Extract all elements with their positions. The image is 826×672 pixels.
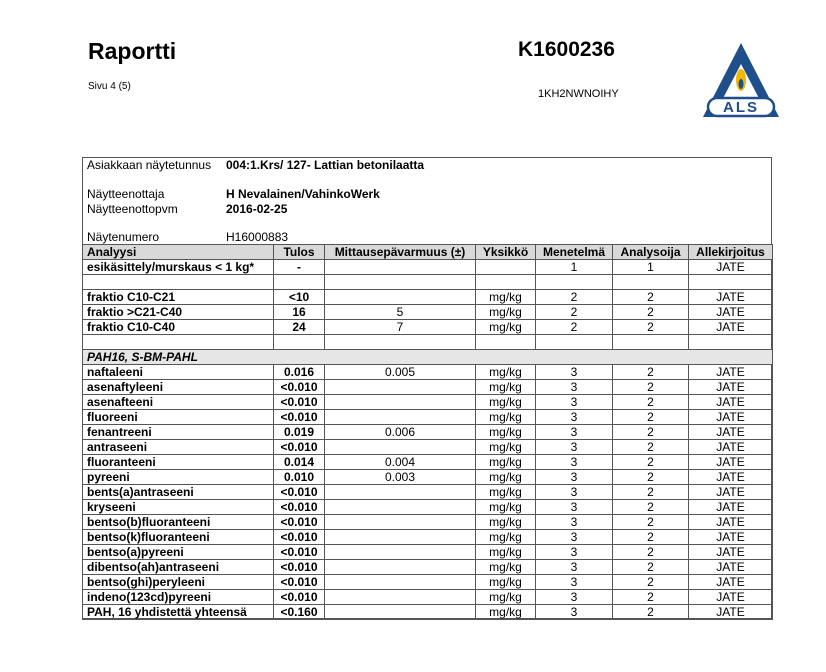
result-cell: 0.014: [274, 455, 325, 470]
sample-number-value: H16000883: [226, 230, 289, 244]
method-cell: 3: [536, 440, 613, 455]
uncertainty-cell: 0.004: [325, 455, 476, 470]
uncertainty-cell: [325, 575, 476, 590]
method-cell: 3: [536, 470, 613, 485]
result-cell: <10: [274, 290, 325, 305]
unit-cell: mg/kg: [476, 440, 536, 455]
uncertainty-cell: [325, 275, 476, 290]
method-cell: 3: [536, 590, 613, 605]
column-header: Allekirjoitus: [689, 245, 773, 260]
signature-cell: JATE: [689, 500, 773, 515]
column-header: Tulos: [274, 245, 325, 260]
table-row: [83, 470, 773, 485]
uncertainty-cell: [325, 410, 476, 425]
blank-row: [83, 275, 773, 290]
analysis-cell: PAH, 16 yhdistettä yhteensä: [83, 605, 274, 620]
uncertainty-cell: 5: [325, 305, 476, 320]
column-header: Menetelmä: [536, 245, 613, 260]
table-row: [83, 320, 773, 335]
analyst-cell: 2: [613, 290, 689, 305]
analysis-cell: bents(a)antraseeni: [83, 485, 274, 500]
uncertainty-cell: [325, 590, 476, 605]
report-code: 1KH2NWNOIHY: [538, 88, 619, 100]
analysis-cell: fraktio C10-C21: [83, 290, 274, 305]
uncertainty-cell: 0.005: [325, 365, 476, 380]
analyst-cell: 2: [613, 395, 689, 410]
unit-cell: mg/kg: [476, 395, 536, 410]
signature-cell: JATE: [689, 320, 773, 335]
table-header-row: [83, 245, 773, 260]
column-header: Yksikkö: [476, 245, 536, 260]
analyst-cell: [613, 275, 689, 290]
method-cell: 3: [536, 410, 613, 425]
uncertainty-cell: [325, 260, 476, 275]
uncertainty-cell: [325, 485, 476, 500]
uncertainty-cell: [325, 500, 476, 515]
result-cell: <0.010: [274, 440, 325, 455]
result-cell: <0.010: [274, 590, 325, 605]
signature-cell: JATE: [689, 425, 773, 440]
analyst-cell: 2: [613, 320, 689, 335]
table-row: [83, 545, 773, 560]
sampling-date-value: 2016-02-25: [226, 202, 288, 216]
method-cell: 2: [536, 320, 613, 335]
signature-cell: JATE: [689, 290, 773, 305]
signature-cell: [689, 335, 773, 350]
analysis-cell: indeno(123cd)pyreeni: [83, 590, 274, 605]
method-cell: 3: [536, 515, 613, 530]
result-cell: <0.010: [274, 545, 325, 560]
result-cell: [274, 335, 325, 350]
result-cell: <0.010: [274, 575, 325, 590]
report-id: K1600236: [518, 38, 615, 61]
method-cell: [536, 275, 613, 290]
method-cell: 3: [536, 530, 613, 545]
result-cell: <0.010: [274, 515, 325, 530]
table-row: [83, 410, 773, 425]
method-cell: 3: [536, 395, 613, 410]
uncertainty-cell: 0.006: [325, 425, 476, 440]
analysis-cell: pyreeni: [83, 470, 274, 485]
results-body: [83, 260, 773, 620]
method-cell: 3: [536, 500, 613, 515]
analyst-cell: [613, 335, 689, 350]
sampler-value: H Nevalainen/VahinkoWerk: [226, 187, 380, 201]
uncertainty-cell: [325, 560, 476, 575]
unit-cell: [476, 335, 536, 350]
uncertainty-cell: [325, 440, 476, 455]
table-row: [83, 605, 773, 620]
table-row: [83, 365, 773, 380]
method-cell: 1: [536, 260, 613, 275]
results-table: [82, 244, 773, 620]
table-row: [83, 440, 773, 455]
method-cell: 3: [536, 380, 613, 395]
unit-cell: mg/kg: [476, 455, 536, 470]
unit-cell: mg/kg: [476, 500, 536, 515]
analysis-cell: bentso(k)fluoranteeni: [83, 530, 274, 545]
signature-cell: JATE: [689, 440, 773, 455]
signature-cell: JATE: [689, 260, 773, 275]
result-cell: 0.019: [274, 425, 325, 440]
analysis-cell: asenafteeni: [83, 395, 274, 410]
uncertainty-cell: [325, 290, 476, 305]
analyst-cell: 2: [613, 470, 689, 485]
als-logo-icon: [700, 40, 782, 120]
result-cell: <0.010: [274, 410, 325, 425]
analysis-cell: dibentso(ah)antraseeni: [83, 560, 274, 575]
signature-cell: JATE: [689, 515, 773, 530]
signature-cell: JATE: [689, 395, 773, 410]
analyst-cell: 2: [613, 545, 689, 560]
column-header: Analyysi: [83, 245, 274, 260]
method-cell: 2: [536, 290, 613, 305]
analyst-cell: 2: [613, 440, 689, 455]
result-cell: [274, 275, 325, 290]
signature-cell: JATE: [689, 485, 773, 500]
analyst-cell: 2: [613, 410, 689, 425]
unit-cell: mg/kg: [476, 290, 536, 305]
analyst-cell: 2: [613, 605, 689, 620]
unit-cell: mg/kg: [476, 485, 536, 500]
unit-cell: mg/kg: [476, 470, 536, 485]
uncertainty-cell: 0.003: [325, 470, 476, 485]
uncertainty-cell: [325, 545, 476, 560]
method-cell: 3: [536, 365, 613, 380]
analysis-cell: esikäsittely/murskaus < 1 kg*: [83, 260, 274, 275]
page-number: Sivu 4 (5): [88, 81, 131, 92]
analysis-cell: bentso(b)fluoranteeni: [83, 515, 274, 530]
result-cell: <0.010: [274, 380, 325, 395]
analysis-cell: fluoranteeni: [83, 455, 274, 470]
table-row: [83, 515, 773, 530]
result-cell: -: [274, 260, 325, 275]
result-cell: <0.160: [274, 605, 325, 620]
signature-cell: JATE: [689, 470, 773, 485]
result-cell: 0.016: [274, 365, 325, 380]
uncertainty-cell: [325, 515, 476, 530]
analyst-cell: 2: [613, 560, 689, 575]
signature-cell: JATE: [689, 365, 773, 380]
signature-cell: JATE: [689, 530, 773, 545]
table-row: [83, 590, 773, 605]
uncertainty-cell: [325, 335, 476, 350]
unit-cell: mg/kg: [476, 410, 536, 425]
signature-cell: JATE: [689, 455, 773, 470]
analysis-cell: fenantreeni: [83, 425, 274, 440]
uncertainty-cell: 7: [325, 320, 476, 335]
method-cell: 3: [536, 545, 613, 560]
method-cell: 3: [536, 455, 613, 470]
analysis-cell: [83, 275, 274, 290]
section-row: [83, 350, 773, 365]
analyst-cell: 2: [613, 365, 689, 380]
analyst-cell: 2: [613, 575, 689, 590]
table-row: [83, 395, 773, 410]
analysis-cell: bentso(ghi)peryleeni: [83, 575, 274, 590]
analyst-cell: 2: [613, 530, 689, 545]
method-cell: 2: [536, 305, 613, 320]
analysis-cell: bentso(a)pyreeni: [83, 545, 274, 560]
column-header: Analysoija: [613, 245, 689, 260]
analysis-cell: naftaleeni: [83, 365, 274, 380]
unit-cell: mg/kg: [476, 365, 536, 380]
uncertainty-cell: [325, 530, 476, 545]
unit-cell: mg/kg: [476, 530, 536, 545]
analyst-cell: 2: [613, 305, 689, 320]
column-header: Mittausepävarmuus (±): [325, 245, 476, 260]
unit-cell: mg/kg: [476, 380, 536, 395]
analysis-cell: kryseeni: [83, 500, 274, 515]
unit-cell: mg/kg: [476, 575, 536, 590]
analysis-cell: fluoreeni: [83, 410, 274, 425]
blank-row: [83, 335, 773, 350]
table-row: [83, 455, 773, 470]
result-cell: 16: [274, 305, 325, 320]
signature-cell: [689, 275, 773, 290]
report-title: Raportti: [88, 38, 177, 64]
table-row: [83, 380, 773, 395]
analyst-cell: 2: [613, 515, 689, 530]
customer-sample-value: 004:1.Krs/ 127- Lattian betonilaatta: [226, 158, 425, 172]
result-cell: <0.010: [274, 560, 325, 575]
signature-cell: JATE: [689, 545, 773, 560]
table-row: [83, 290, 773, 305]
method-cell: 3: [536, 575, 613, 590]
customer-sample-label: Asiakkaan näytetunnus: [87, 158, 212, 172]
signature-cell: JATE: [689, 305, 773, 320]
uncertainty-cell: [325, 380, 476, 395]
analyst-cell: 2: [613, 455, 689, 470]
unit-cell: mg/kg: [476, 305, 536, 320]
method-cell: [536, 335, 613, 350]
unit-cell: mg/kg: [476, 545, 536, 560]
method-cell: 3: [536, 425, 613, 440]
method-cell: 3: [536, 485, 613, 500]
result-cell: <0.010: [274, 530, 325, 545]
unit-cell: [476, 260, 536, 275]
section-title: PAH16, S-BM-PAHL: [83, 350, 773, 365]
analyst-cell: 2: [613, 425, 689, 440]
unit-cell: mg/kg: [476, 515, 536, 530]
logo-text: ALS: [723, 99, 759, 116]
table-row: [83, 575, 773, 590]
signature-cell: JATE: [689, 605, 773, 620]
table-row: [83, 500, 773, 515]
table-row: [83, 305, 773, 320]
result-cell: 24: [274, 320, 325, 335]
sampling-date-label: Näytteenottopvm: [87, 202, 178, 216]
analyst-cell: 1: [613, 260, 689, 275]
analyst-cell: 2: [613, 590, 689, 605]
signature-cell: JATE: [689, 380, 773, 395]
result-cell: 0.010: [274, 470, 325, 485]
result-cell: <0.010: [274, 500, 325, 515]
result-cell: <0.010: [274, 395, 325, 410]
signature-cell: JATE: [689, 410, 773, 425]
analysis-cell: antraseeni: [83, 440, 274, 455]
unit-cell: mg/kg: [476, 320, 536, 335]
analyst-cell: 2: [613, 485, 689, 500]
unit-cell: [476, 275, 536, 290]
analysis-cell: [83, 335, 274, 350]
table-row: [83, 530, 773, 545]
unit-cell: mg/kg: [476, 560, 536, 575]
analysis-cell: fraktio C10-C40: [83, 320, 274, 335]
result-cell: <0.010: [274, 485, 325, 500]
sampler-label: Näytteenottaja: [87, 187, 165, 201]
table-row: [83, 260, 773, 275]
signature-cell: JATE: [689, 575, 773, 590]
table-row: [83, 425, 773, 440]
method-cell: 3: [536, 605, 613, 620]
analysis-cell: asenaftyleeni: [83, 380, 274, 395]
signature-cell: JATE: [689, 590, 773, 605]
sample-number-label: Näytenumero: [87, 230, 160, 244]
signature-cell: JATE: [689, 560, 773, 575]
uncertainty-cell: [325, 605, 476, 620]
unit-cell: mg/kg: [476, 605, 536, 620]
table-row: [83, 560, 773, 575]
method-cell: 3: [536, 560, 613, 575]
table-row: [83, 485, 773, 500]
analyst-cell: 2: [613, 500, 689, 515]
analyst-cell: 2: [613, 380, 689, 395]
unit-cell: mg/kg: [476, 425, 536, 440]
unit-cell: mg/kg: [476, 590, 536, 605]
uncertainty-cell: [325, 395, 476, 410]
analysis-cell: fraktio >C21-C40: [83, 305, 274, 320]
